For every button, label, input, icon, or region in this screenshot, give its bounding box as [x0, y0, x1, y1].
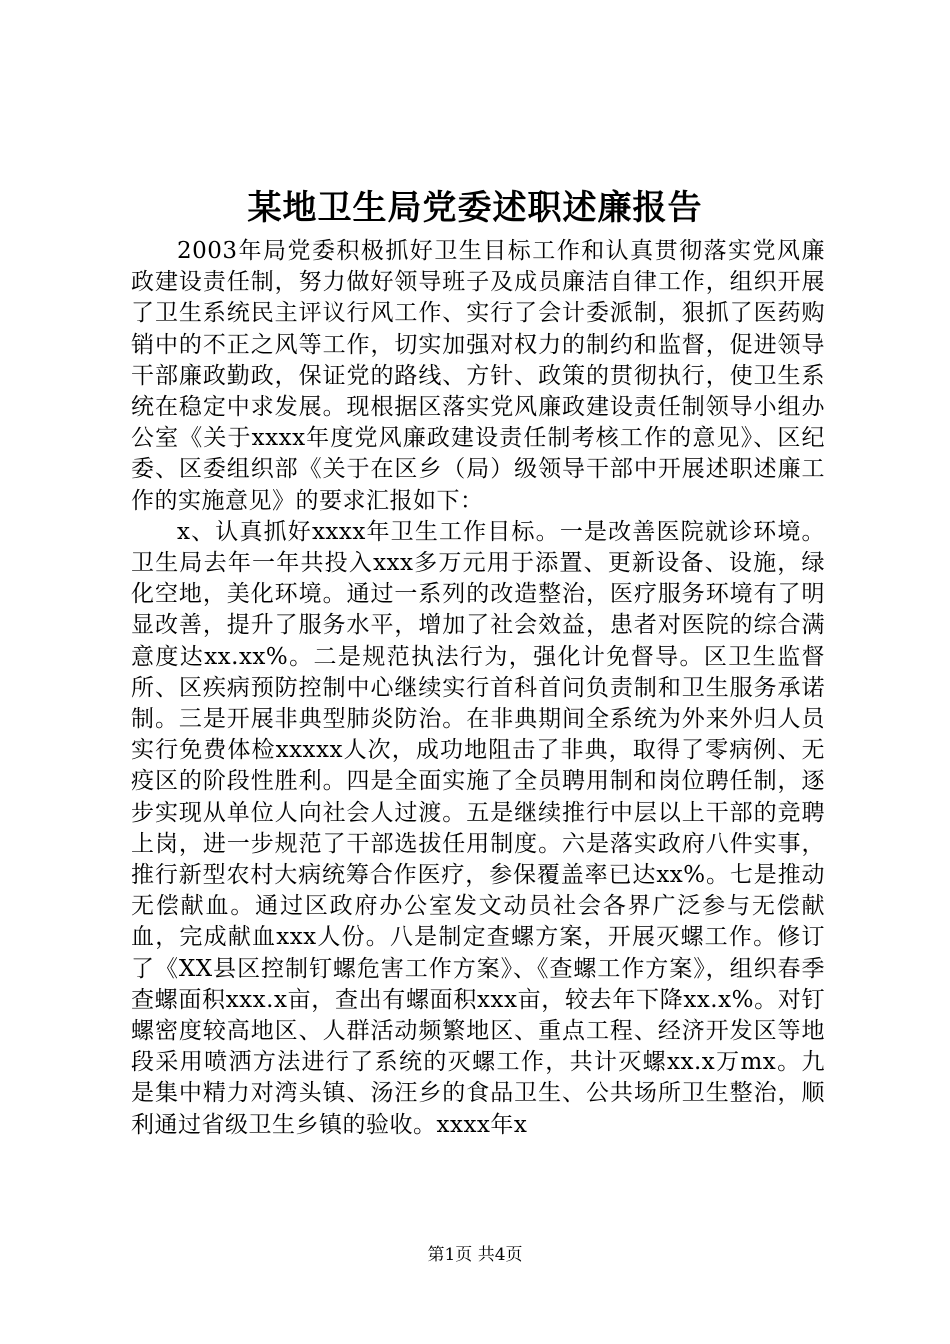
page-footer: 第1页 共4页 — [427, 1245, 523, 1265]
paragraph-intro: 2003年局党委积极抓好卫生目标工作和认真贯彻落实党风廉政建设责任制，努力做好领导班子及成员廉洁自律工作，组织开展了卫生系统民主评议行风工作、实行了会计委派制，狠抓了医药购销中的不正之风等工作，切实加强对权力的制约和监督，促进领导干部廉政勤政，保证党的路线、方针、政策的贯彻执行，使卫生系统在稳定中求发展。现根据区落实党风廉政建设责任制领导小组办公室《关于xxxx年度党风廉政建设责任制考核工作的意见》、区纪委、区委组织部《关于在区乡（局）级领导干部中开展述职述廉工作的实施意见》的要求汇报如下： — [131, 238, 825, 514]
paragraph-section-1: x、认真抓好xxxx年卫生工作目标。一是改善医院就诊环境。卫生局去年一年共投入xxx多万元用于添置、更新设备、设施，绿化空地，美化环境。通过一系列的改造整治，医疗服务环境有了明显改善，提升了服务水平，增加了社会效益，患者对医院的综合满意度达xx.xx%。二是规范执法行为，强化计免督导。区卫生监督所、区疾病预防控制中心继续实行首科首问负责制和卫生服务承诺制。三是开展非典型肺炎防治。在非典期间全系统为外来外归人员实行免费体检xxxxx人次，成功地阻击了非典，取得了零病例、无疫区的阶段性胜利。四是全面实施了全员聘用制和岗位聘任制，逐步实现从单位人向社会人过渡。五是继续推行中层以上干部的竞聘上岗，进一步规范了干部选拔任用制度。六是落实政府八件实事，推行新型农村大病统筹合作医疗，参保覆盖率已达xx%。七是推动无偿献血。通过区政府办公室发文动员社会各界广泛参与无偿献血，完成献血xxx人份。八是制定查螺方案，开展灭螺工作。修订了《XX县区控制钉螺危害工作方案》、《查螺工作方案》，组织春季查螺面积xxx.x亩，查出有螺面积xxx亩，较去年下降xx.x%。对钉螺密度较高地区、人群活动频繁地区、重点工程、经济开发区等地段采用喷洒方法进行了系统的灭螺工作，共计灭螺xx.x万mx。九是集中精力对湾头镇、汤汪乡的食品卫生、公共场所卫生整治，顺利通过省级卫生乡镇的验收。xxxx年x — [131, 518, 825, 1138]
document-title: 某地卫生局党委述职述廉报告 — [247, 188, 703, 228]
document-body — [131, 236, 825, 1141]
